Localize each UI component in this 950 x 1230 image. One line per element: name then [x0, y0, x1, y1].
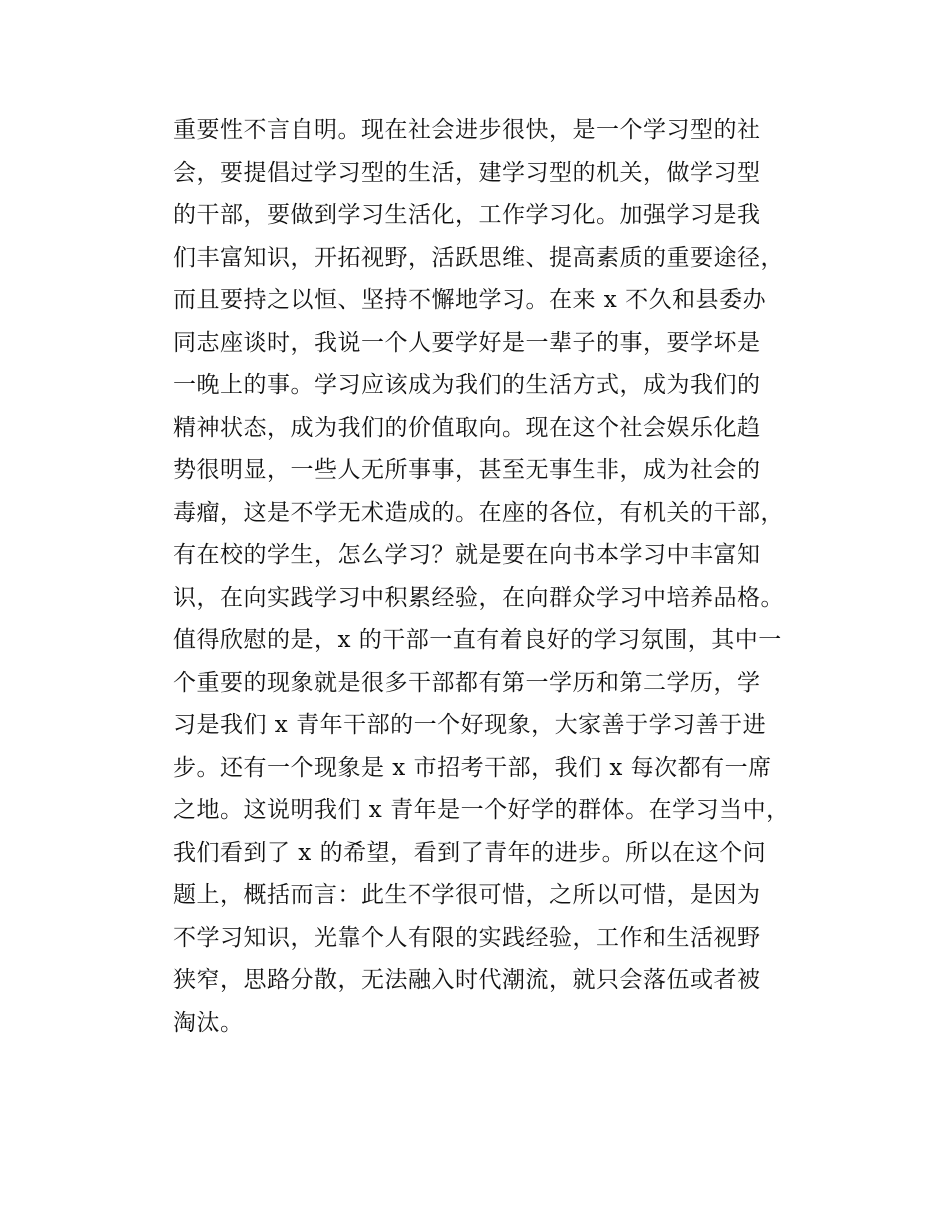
text-line: 而且要持之以恒、坚持不懈地学习。在来 x 不久和县委办: [173, 287, 767, 313]
text-line: 我们看到了 x 的希望，看到了青年的进步。所以在这个问: [173, 839, 767, 866]
text-line: 精神状态，成为我们的价值取向。现在这个社会娱乐化趋: [173, 414, 761, 441]
text-line: 重要性不言自明。现在社会进步很快，是一个学习型的社: [173, 117, 761, 143]
text-line: 一晚上的事。学习应该成为我们的生活方式，成为我们的: [173, 372, 761, 398]
text-line: 识，在向实践学习中积累经验，在向群众学习中培养品格。: [173, 584, 784, 611]
text-line: 同志座谈时，我说一个人要学好是一辈子的事，要学坏是: [173, 329, 761, 356]
text-line: 淘汰。: [173, 1009, 244, 1036]
text-line: 们丰富知识，开拓视野，活跃思维、提高素质的重要途径，: [173, 244, 784, 271]
text-line: 的干部，要做到学习生活化，工作学习化。加强学习是我: [173, 202, 761, 228]
text-line: 势很明显，一些人无所事事，甚至无事生非，成为社会的: [173, 457, 761, 483]
text-line: 不学习知识，光靠个人有限的实践经验，工作和生活视野: [173, 924, 761, 951]
text-line: 狭窄，思路分散，无法融入时代潮流，就只会落伍或者被: [173, 967, 761, 993]
text-line: 会，要提倡过学习型的生活，建学习型的机关，做学习型: [173, 159, 761, 186]
text-line: 值得欣慰的是，x 的干部一直有着良好的学习氛围，其中一: [173, 627, 782, 653]
text-line: 有在校的学生，怎么学习？就是要在向书本学习中丰富知: [173, 542, 761, 568]
text-line: 个重要的现象就是很多干部都有第一学历和第二学历，学: [173, 669, 761, 696]
text-line: 毒瘤，这是不学无术造成的。在座的各位，有机关的干部，: [173, 499, 784, 526]
text-line: 习是我们 x 青年干部的一个好现象，大家善于学习善于进: [173, 712, 767, 738]
text-line: 题上，概括而言：此生不学很可惜，之所以可惜，是因为: [173, 882, 761, 908]
body-paragraph: [173, 109, 813, 1044]
text-line: 之地。这说明我们 x 青年是一个好学的群体。在学习当中，: [173, 797, 790, 823]
text-line: 步。还有一个现象是 x 市招考干部，我们 x 每次都有一席: [173, 754, 772, 781]
